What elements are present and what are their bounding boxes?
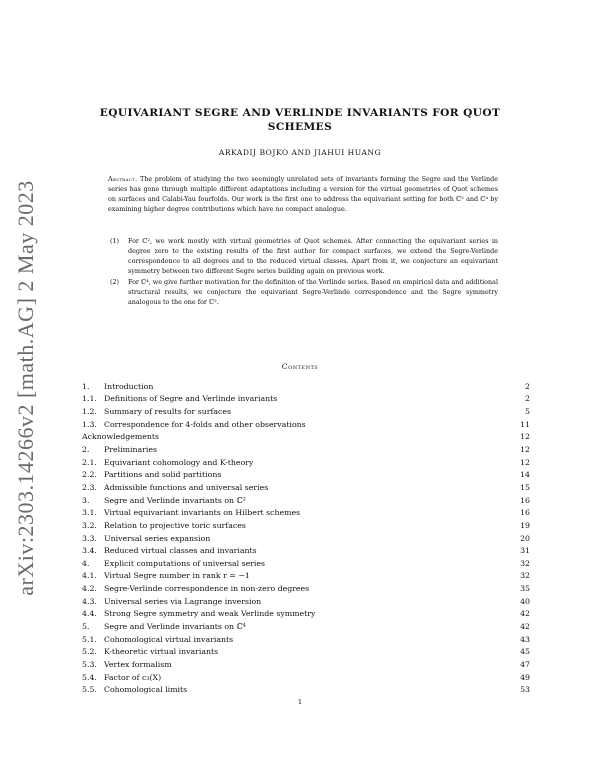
- toc-entry-page: 12: [520, 432, 530, 442]
- toc-entry-number: 3.: [82, 495, 90, 505]
- toc-entry[interactable]: [82, 418, 530, 431]
- toc-entry[interactable]: [82, 468, 530, 481]
- toc-entry-title: Equivariant cohomology and K-theory: [104, 457, 254, 467]
- toc-entry[interactable]: [82, 645, 530, 658]
- toc-entry-number: 4.1.: [82, 571, 97, 581]
- toc-entry-title: Introduction: [104, 381, 154, 391]
- paper-title: [60, 106, 540, 134]
- toc-entry-number: 5.3.: [82, 659, 97, 669]
- toc-entry-number: 5.: [82, 621, 90, 631]
- abstract-item-text: For ℂ², we work mostly with virtual geometries of Quot schemes. After connecting the equivariant series in degree zero to the existing results of the first author for compact surfaces, we extend the Segre-Verlinde correspondence to all degrees and to the reduced virtual classes. Apart from it, we conjecture an equivariant symmetry between two different Segre series building again on previous work.: [128, 237, 498, 275]
- toc-entry-page: 2: [525, 394, 530, 404]
- toc-entry-page: 5: [525, 407, 530, 417]
- toc-entry-title: Strong Segre symmetry and weak Verlinde symmetry: [104, 609, 316, 619]
- abstract-item: [108, 236, 498, 276]
- toc-entry-number: 2.: [82, 445, 90, 455]
- toc-entry-page: 35: [520, 584, 530, 594]
- abstract-item-number: (1): [110, 237, 120, 245]
- toc-entry-number: 4.: [82, 558, 90, 568]
- authors: ARKADIJ BOJKO AND JIAHUI HUANG: [218, 148, 382, 157]
- toc-entry-number: 5.2.: [82, 647, 97, 657]
- toc-entry[interactable]: [82, 443, 530, 456]
- toc-entry-page: 20: [520, 533, 530, 543]
- toc-entry-page: 14: [520, 470, 530, 480]
- toc-entry-title: Factor of c₃(X): [104, 672, 162, 682]
- toc-entry[interactable]: [82, 683, 530, 696]
- toc-entry-page: 19: [520, 520, 530, 530]
- toc-entry-title: K-theoretic virtual invariants: [104, 647, 219, 657]
- toc-entry[interactable]: [82, 481, 530, 494]
- toc-entry-title: Admissible functions and universal series: [104, 482, 269, 492]
- toc-entry-page: 12: [520, 457, 530, 467]
- toc-entry-title: Cohomological virtual invariants: [104, 634, 234, 644]
- toc-entry-number: 1.3.: [82, 419, 97, 429]
- toc-entry[interactable]: [82, 506, 530, 519]
- toc-entry-page: 49: [520, 672, 530, 682]
- toc-entry-number: 5.4.: [82, 672, 97, 682]
- toc-entry-page: 40: [520, 596, 530, 606]
- toc-entry-number: 2.3.: [82, 482, 97, 492]
- abstract-list: [108, 236, 498, 308]
- toc-entry-title: Summary of results for surfaces: [104, 407, 231, 417]
- abstract-text: The problem of studying the two seemingly unrelated sets of invariants forming the Segre and the Verlinde series has gone through multiple different adaptations including a version for the virtual geometries of Quot schemes on surfaces and Calabi-Yau fourfolds. Our work is the first one to address the equivariant setting for both ℂ² and ℂ⁴ by examining higher degree contributions which have no compact analogue.: [108, 175, 498, 213]
- toc-entry-number: 2.1.: [82, 457, 97, 467]
- toc-entry[interactable]: [82, 620, 530, 633]
- toc-entry-page: 53: [520, 685, 530, 695]
- contents-heading: Contents: [281, 362, 319, 371]
- toc-entry-page: 11: [520, 419, 530, 429]
- toc-entry-page: 45: [520, 647, 530, 657]
- toc-entry[interactable]: [82, 658, 530, 671]
- abstract: [108, 174, 498, 214]
- abstract-item-text: For ℂ⁴, we give further motivation for the definition of the Verlinde series. Based on empirical data and additional structural results, we conjecture the equivariant Segre-Verlinde correspondence and the Segre symmetry analogous to the one for ℂ².: [128, 278, 498, 306]
- toc-entry[interactable]: [82, 532, 530, 545]
- title-line-1: EQUIVARIANT SEGRE AND VERLINDE INVARIANTS FOR QUOT: [99, 107, 501, 119]
- toc-entry-number: 1.2.: [82, 407, 97, 417]
- toc-entry[interactable]: [82, 431, 530, 444]
- toc-entry-title: Correspondence for 4-folds and other observations: [104, 419, 306, 429]
- toc-entry-title: Vertex formalism: [104, 659, 172, 669]
- toc-entry-number: 2.2.: [82, 470, 97, 480]
- toc-entry[interactable]: [82, 608, 530, 621]
- toc-entry[interactable]: [82, 557, 530, 570]
- toc-entry-number: 1.1.: [82, 394, 97, 404]
- toc-entry-number: 5.1.: [82, 634, 97, 644]
- toc-entry-number: 3.1.: [82, 508, 97, 518]
- toc-entry-number: 1.: [82, 381, 90, 391]
- toc-entry[interactable]: [82, 570, 530, 583]
- toc-entry[interactable]: [82, 671, 530, 684]
- toc-entry-number: 4.2.: [82, 584, 97, 594]
- toc-entry-title: Cohomological limits: [104, 685, 188, 695]
- toc-entry-title: Segre and Verlinde invariants on ℂ⁴: [104, 621, 246, 631]
- toc-entry-page: 16: [520, 508, 530, 518]
- toc-entry-number: 4.4.: [82, 609, 97, 619]
- toc-entry-title: Explicit computations of universal series: [104, 558, 266, 568]
- page-number: 1: [297, 698, 303, 706]
- toc-entry[interactable]: [82, 595, 530, 608]
- toc-entry-page: 12: [520, 445, 530, 455]
- toc-entry-page: 16: [520, 495, 530, 505]
- toc-entry[interactable]: [82, 393, 530, 406]
- toc-entry-number: 5.5.: [82, 685, 97, 695]
- toc-entry-page: 2: [525, 381, 530, 391]
- abstract-item: [108, 277, 498, 307]
- toc-entry-page: 15: [520, 482, 530, 492]
- toc-entry-number: 3.4.: [82, 546, 97, 556]
- toc-entry-title: Virtual Segre number in rank r = −1: [104, 571, 250, 581]
- toc-entry[interactable]: [82, 544, 530, 557]
- toc-entry-title: Acknowledgements: [82, 432, 159, 442]
- toc-entry-number: 3.3.: [82, 533, 97, 543]
- toc-entry-title: Preliminaries: [104, 445, 157, 455]
- toc-entry-title: Universal series expansion: [104, 533, 211, 543]
- toc-entry-page: 43: [520, 634, 530, 644]
- toc-entry-number: 4.3.: [82, 596, 97, 606]
- toc-entry[interactable]: [82, 633, 530, 646]
- abstract-label: Abstract.: [108, 175, 138, 183]
- toc-entry-title: Reduced virtual classes and invariants: [104, 546, 257, 556]
- toc-entry-title: Virtual equivariant invariants on Hilbert schemes: [104, 508, 301, 518]
- toc-entry-page: 32: [520, 558, 530, 568]
- toc-entry-number: 3.2.: [82, 520, 97, 530]
- table-of-contents: [82, 380, 530, 696]
- toc-entry-page: 32: [520, 571, 530, 581]
- toc-entry[interactable]: [82, 519, 530, 532]
- toc-entry-title: Segre-Verlinde correspondence in non-zero degrees: [104, 584, 310, 594]
- toc-entry[interactable]: [82, 380, 530, 393]
- toc-entry[interactable]: [82, 494, 530, 507]
- toc-entry-page: 31: [520, 546, 530, 556]
- toc-entry[interactable]: [82, 582, 530, 595]
- toc-entry-title: Universal series via Lagrange inversion: [104, 596, 262, 606]
- toc-entry-title: Relation to projective toric surfaces: [104, 520, 246, 530]
- toc-entry[interactable]: [82, 456, 530, 469]
- arxiv-identifier: arXiv:2303.14266v2 [math.AG] 2 May 2023: [13, 180, 38, 596]
- toc-entry-page: 47: [520, 659, 530, 669]
- title-line-2: SCHEMES: [267, 121, 333, 133]
- toc-entry-title: Partitions and solid partitions: [104, 470, 222, 480]
- toc-entry-page: 42: [520, 609, 530, 619]
- toc-entry-title: Definitions of Segre and Verlinde invariants: [104, 394, 278, 404]
- abstract-item-number: (2): [110, 278, 120, 286]
- toc-entry-title: Segre and Verlinde invariants on ℂ²: [104, 495, 246, 505]
- toc-entry[interactable]: [82, 405, 530, 418]
- toc-entry-page: 42: [520, 621, 530, 631]
